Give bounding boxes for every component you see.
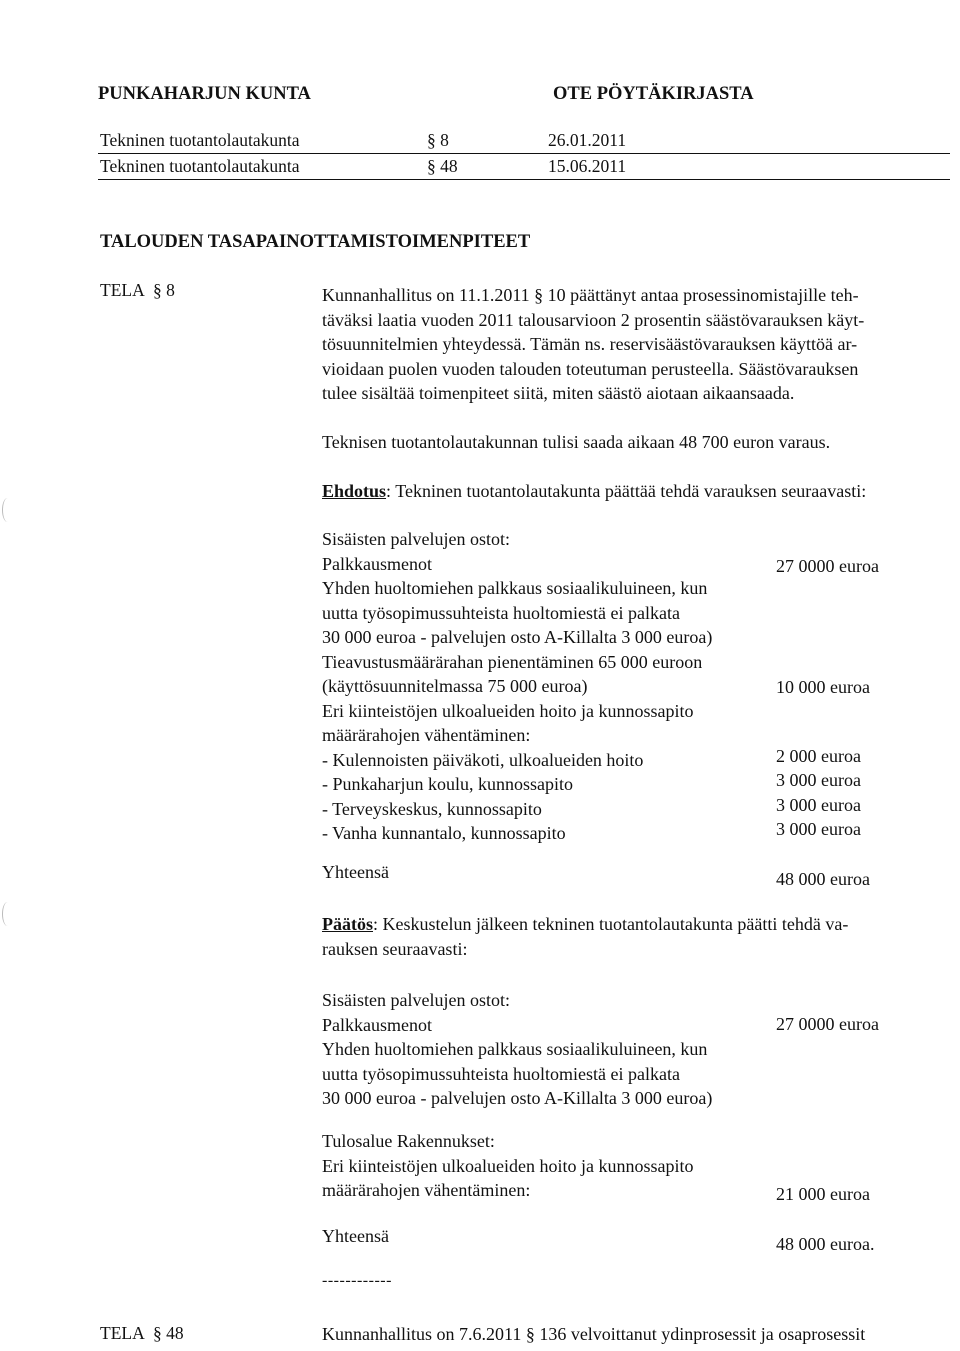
target-text: Teknisen tuotantolautakunnan tulisi saada aikaan 48 700 euron varaus. (322, 432, 831, 452)
proposal-label: Ehdotus (322, 481, 387, 501)
header-rule-2 (98, 179, 950, 180)
decision-text-2: rauksen seuraavasti: (322, 938, 468, 959)
decision-heading-2: Tulosalue Rakennukset: (322, 1131, 495, 1151)
intro-line: Kunnanhallitus on 11.1.2011 § 10 päättänyt antaa prosessinomistajille teh- (322, 285, 859, 305)
tela8-section: § 8 (153, 280, 175, 300)
proposal-item: - Kulennoisten päiväkoti, ulkoalueiden hoito (322, 749, 644, 770)
margin-mark (2, 498, 13, 522)
proposal-total-amount: 48 000 euroa (776, 869, 870, 889)
decision-item: Palkkausmenot (322, 1014, 432, 1035)
proposal-amount: 27 0000 euroa (776, 556, 879, 576)
decision-heading: Sisäisten palvelujen ostot: (322, 990, 510, 1010)
intro-line: tösuunnitelmien yhteydessä. Tämän ns. reservisäästövarauksen käyttöä ar- (322, 334, 858, 354)
decision-amount: 21 000 euroa (776, 1184, 870, 1204)
tela8-label: TELA (100, 280, 145, 300)
proposal-item: Palkkausmenot (322, 553, 432, 574)
intro-line: täväksi laatia vuoden 2011 talousarvioon 2 prosentin säästövarauksen käyt- (322, 309, 865, 330)
header-body-2: Tekninen tuotantolautakunta (100, 156, 300, 176)
decision-total-amount: 48 000 euroa. (776, 1234, 875, 1254)
proposal-item: uutta työsopimussuhteista huoltomiestä ei palkata (322, 602, 680, 623)
decision-items-2 (322, 1129, 693, 1203)
decision-item: määrärahojen vähentäminen: (322, 1180, 531, 1200)
decision-label: Päätös (322, 914, 373, 934)
header-date-2: 15.06.2011 (548, 156, 627, 176)
tela8-intro (322, 283, 864, 406)
document-type: OTE PÖYTÄKIRJASTA (553, 84, 754, 104)
proposal-total-label: Yhteensä (322, 862, 389, 882)
proposal-item: (käyttösuunnitelmassa 75 000 euroa) (322, 676, 588, 696)
proposal-item: Eri kiinteistöjen ulkoalueiden hoito ja kunnossapito (322, 700, 694, 721)
header-date-1: 26.01.2011 (548, 130, 627, 150)
page-title: TALOUDEN TASAPAINOTTAMISTOIMENPITEET (100, 232, 531, 252)
decision-amount: 27 0000 euroa (776, 1014, 879, 1034)
proposal-amount: 10 000 euroa (776, 677, 870, 697)
proposal-item: määrärahojen vähentäminen: (322, 725, 531, 745)
margin-mark (2, 902, 13, 926)
proposal-amount: 2 000 euroa (776, 746, 861, 766)
proposal-amount: 3 000 euroa (776, 819, 861, 839)
decision-total-label: Yhteensä (322, 1226, 389, 1246)
header-body-1: Tekninen tuotantolautakunta (100, 130, 300, 150)
header-section-1: § 8 (427, 130, 449, 150)
decision-item: uutta työsopimussuhteista huoltomiestä ei palkata (322, 1063, 680, 1084)
proposal-item: Tieavustusmäärärahan pienentäminen 65 000 euroon (322, 651, 703, 672)
tela48-text: Kunnanhallitus on 7.6.2011 § 136 velvoittanut ydinprosessit ja osaprosessit (322, 1324, 866, 1344)
header-section-2: § 48 (427, 156, 458, 176)
proposal-item: 30 000 euroa - palvelujen osto A-Killalta 3 000 euroa) (322, 627, 713, 647)
decision-text-1: : Keskustelun jälkeen tekninen tuotantolautakunta päätti tehdä va- (373, 914, 849, 934)
tela48-section: § 48 (153, 1323, 184, 1343)
decision-line-1 (322, 912, 848, 937)
decision-items (322, 988, 712, 1111)
proposal-line (322, 481, 866, 502)
header-rule-1 (98, 153, 950, 154)
separator: ------------ (322, 1272, 392, 1289)
proposal-item: Yhden huoltomiehen palkkaus sosiaalikuluineen, kun (322, 578, 708, 598)
decision-item: Eri kiinteistöjen ulkoalueiden hoito ja kunnossapito (322, 1155, 694, 1176)
decision-item: 30 000 euroa - palvelujen osto A-Killalta 3 000 euroa) (322, 1088, 713, 1108)
proposal-items (322, 527, 712, 846)
decision-text (322, 912, 848, 961)
proposal-amount: 3 000 euroa (776, 770, 861, 790)
tela48-label: TELA (100, 1323, 145, 1343)
proposal-amount: 3 000 euroa (776, 795, 861, 815)
proposal-text: : Tekninen tuotantolautakunta päättää tehdä varauksen seuraavasti: (386, 481, 867, 501)
intro-line: tulee sisältää toimenpiteet siitä, miten säästö aiotaan aikaansaada. (322, 383, 795, 403)
intro-line: vioidaan puolen vuoden talouden toteutuman perusteella. Säästövarauksen (322, 358, 859, 379)
municipality-name: PUNKAHARJUN KUNTA (98, 84, 311, 104)
proposal-item: - Vanha kunnantalo, kunnossapito (322, 823, 566, 843)
proposal-heading: Sisäisten palvelujen ostot: (322, 529, 510, 549)
proposal-item: - Terveyskeskus, kunnossapito (322, 798, 542, 819)
proposal-item: - Punkaharjun koulu, kunnossapito (322, 774, 573, 794)
decision-item: Yhden huoltomiehen palkkaus sosiaalikuluineen, kun (322, 1039, 708, 1059)
